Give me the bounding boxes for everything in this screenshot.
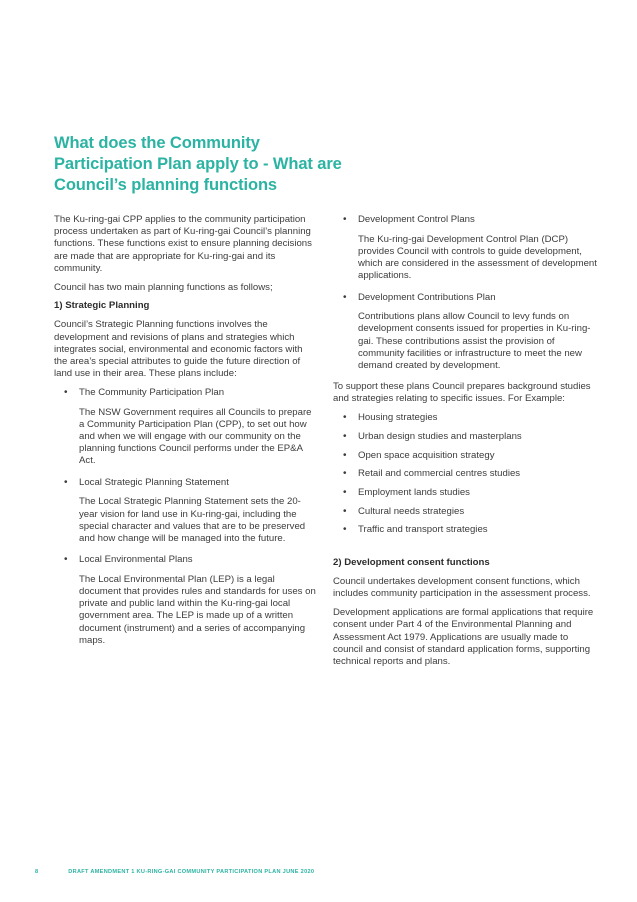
example-item: • Employment lands studies (333, 487, 597, 499)
consent-paragraph-1: Council undertakes development consent functions, which includes community participation in the assessment process. (333, 576, 591, 600)
strategic-intro-paragraph: Council’s Strategic Planning functions involves the development and revisions of plans and strategies which integrates social, environmental and economic factors with the area’s special attributes to guide the future direction of land use in their area. These plans include: (54, 319, 303, 380)
list-item-body: The Ku-ring-gai Development Control Plan (DCP) provides Council with controls to guide development, which are considered in the assessment of development applications. (358, 233, 597, 282)
heading-line-1: What does the Community (54, 134, 260, 152)
example-item: • Urban design studies and masterplans (333, 431, 597, 443)
right-column (333, 214, 597, 675)
list-item-title: • Local Environmental Plans (54, 554, 316, 566)
page-heading (54, 133, 354, 196)
example-item: • Retail and commercial centres studies (333, 468, 597, 480)
page-footer (35, 869, 314, 875)
support-paragraph: To support these plans Council prepares background studies and strategies relating to specific issues. For Example: (333, 381, 591, 405)
list-item-title: • Local Strategic Planning Statement (54, 477, 316, 489)
intro-paragraph: The Ku-ring-gai CPP applies to the community participation process undertaken as part of Ku-ring-gai Council’s planning functions. These functions exist to ensure planning decisions are made that are appropriate for Ku-ring-gai and its community. (54, 214, 312, 274)
section-spacer (333, 543, 597, 557)
two-functions-paragraph: Council has two main planning functions as follows; (54, 281, 273, 293)
page-number: 8 (35, 869, 39, 875)
heading-line-2: Participation Plan apply to - What are (54, 155, 342, 173)
list-item-title: • The Community Participation Plan (54, 387, 316, 399)
example-item: • Housing strategies (333, 412, 597, 424)
left-column (54, 214, 316, 656)
example-item: • Open space acquisition strategy (333, 450, 597, 462)
example-item: • Cultural needs strategies (333, 506, 597, 518)
consent-paragraph-2: Development applications are formal applications that require consent under Part 4 of the Environmental Planning and Assessment Act 1979. Applications are usually made to council and consist of standard application forms, supporting technical reports and plans. (333, 607, 594, 667)
heading-line-3: Council’s planning functions (54, 176, 277, 194)
list-item-title: • Development Contributions Plan (333, 292, 597, 304)
list-item-body: The Local Environmental Plan (LEP) is a legal document that provides rules and standards for uses on private and public land within the Ku-ring-gai local government area. The LEP is made up of a written document (instrument) and a series of accompanying maps. (79, 573, 316, 646)
list-item-body: The Local Strategic Planning Statement sets the 20-year vision for land use in Ku-ring-gai, including the special character and values that are to be preserved and how change will be managed into the future. (79, 496, 306, 544)
example-item: • Traffic and transport strategies (333, 524, 597, 536)
list-item-body: The NSW Government requires all Councils to prepare a Community Participation Plan (CPP), to set out how and when we will engage with our community on the planning functions Council performs under the EP&A Act. (79, 406, 312, 467)
list-item-body: Contributions plans allow Council to levy funds on development consents issued for properties in Ku-ring-gai. These contributions assist the provision of community facilities or infrastructure to meet the new demand created by development. (358, 311, 591, 372)
footer-title: DRAFT AMENDMENT 1 KU-RING-GAI COMMUNITY PARTICIPATION PLAN JUNE 2020 (68, 869, 315, 875)
development-consent-subheading: 2) Development consent functions (333, 557, 490, 569)
strategic-planning-subheading: 1) Strategic Planning (54, 300, 150, 312)
list-item-title: • Development Control Plans (333, 214, 597, 226)
